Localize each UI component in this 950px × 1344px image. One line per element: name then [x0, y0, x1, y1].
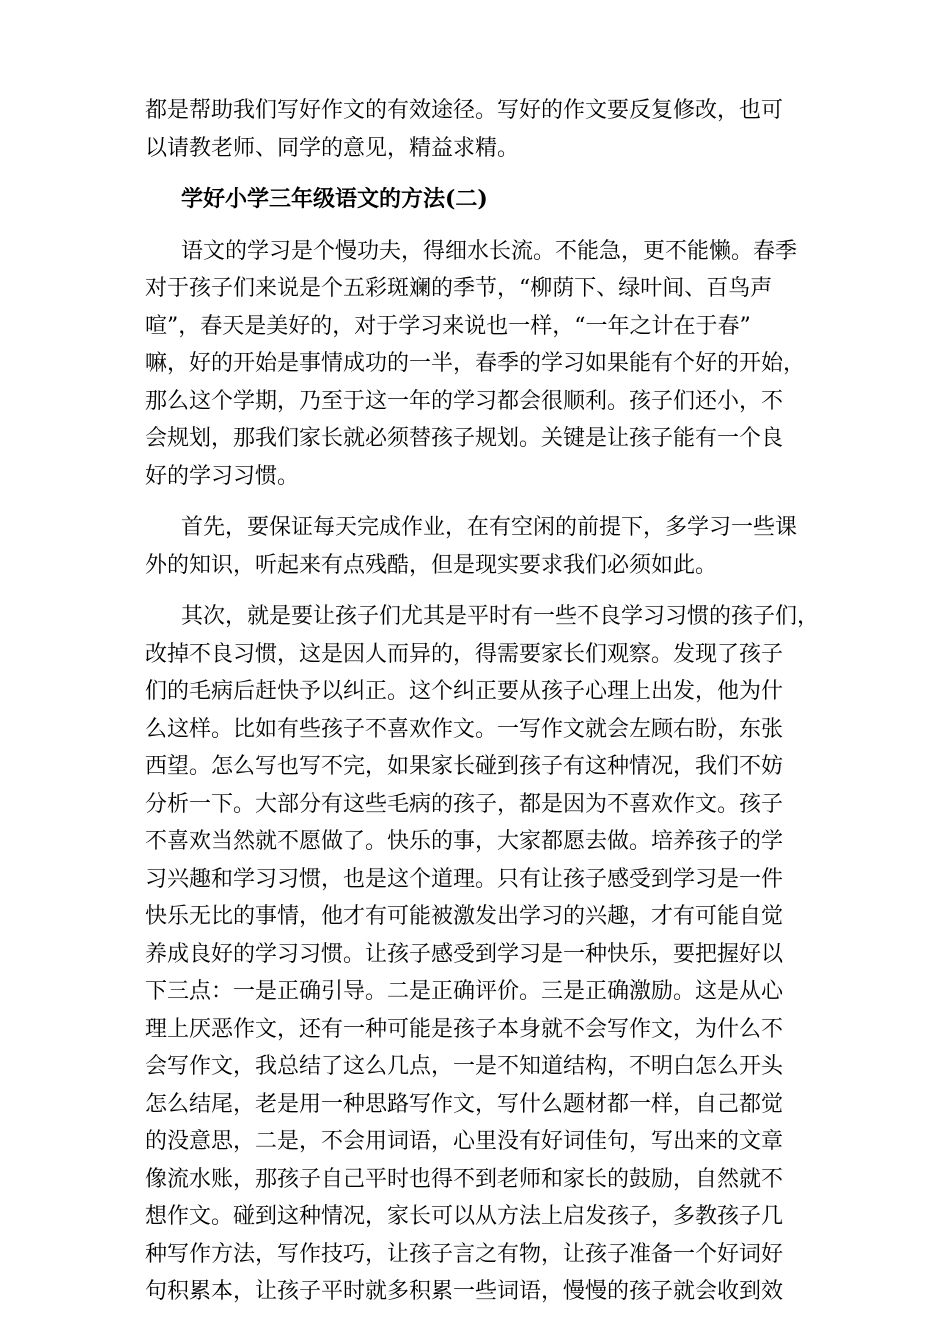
text-line: 的没意思，二是，不会用词语，心里没有好词佳句，写出来的文章: [145, 1129, 784, 1154]
paragraph-3: [145, 598, 825, 1311]
text-line: 都是帮助我们写好作文的有效途径。写好的作文要反复修改，也可: [145, 98, 784, 123]
text-line: 其次，就是要让孩子们尤其是平时有一些不良学习习惯的孩子们，: [181, 604, 820, 629]
paragraph-2: [145, 509, 825, 584]
text-line: 们的毛病后赶快予以纠正。这个纠正要从孩子心理上出发，他为什: [145, 679, 784, 704]
text-line: 种写作方法，写作技巧，让孩子言之有物，让孩子准备一个好词好: [145, 1241, 784, 1267]
text-line: 养成良好的学习习惯。让孩子感受到学习是一种快乐，要把握好以: [145, 941, 784, 967]
text-line: 语文的学习是个慢功夫，得细水长流。不能急，更不能懒。春季: [181, 238, 798, 264]
text-line: 喧”，春天是美好的，对于学习来说也一样，“一年之计在于春”: [145, 313, 751, 339]
text-line: 下三点：一是正确引导。二是正确评价。三是正确激励。这是从心: [145, 979, 784, 1004]
paragraph-1: [145, 233, 825, 496]
intro-paragraph: [145, 92, 825, 167]
text-line: 对于孩子们来说是个五彩斑斓的季节，“柳荫下、绿叶间、百鸟声: [145, 276, 773, 301]
text-line: 理上厌恶作文，还有一种可能是孩子本身就不会写作文，为什么不: [145, 1016, 784, 1042]
text-line: 习兴趣和学习习惯，也是这个道理。只有让孩子感受到学习是一件: [145, 866, 784, 892]
text-line: 怎么结尾，老是用一种思路写作文，写什么题材都一样，自己都觉: [145, 1091, 784, 1117]
document-page: [145, 92, 825, 1311]
text-line: 像流水账，那孩子自己平时也得不到老师和家长的鼓励，自然就不: [145, 1166, 784, 1192]
text-line: 分析一下。大部分有这些毛病的孩子，都是因为不喜欢作文。孩子: [145, 791, 784, 817]
text-line: 以请教老师、同学的意见，精益求精。: [145, 135, 520, 161]
text-line: 西望。怎么写也写不完，如果家长碰到孩子有这种情况，我们不妨: [145, 754, 784, 779]
text-line: 快乐无比的事情，他才有可能被激发出学习的兴趣，才有可能自觉: [145, 904, 784, 929]
text-line: 好的学习习惯。: [145, 463, 300, 489]
section-heading: 学好小学三年级语文的方法(二): [181, 186, 488, 212]
text-line: 嘛，好的开始是事情成功的一半，春季的学习如果能有个好的开始，: [145, 351, 806, 376]
text-line: 想作文。碰到这种情况，家长可以从方法上启发孩子，多教孩子几: [145, 1204, 784, 1229]
text-line: 句积累本，让孩子平时就多积累一些词语，慢慢的孩子就会收到效: [145, 1279, 784, 1304]
text-line: 么这样。比如有些孩子不喜欢作文。一写作文就会左顾右盼，东张: [145, 716, 784, 742]
text-line: 首先，要保证每天完成作业，在有空闲的前提下，多学习一些课: [181, 515, 798, 540]
text-line: 会写作文，我总结了这么几点，一是不知道结构，不明白怎么开头: [145, 1054, 784, 1079]
text-line: 那么这个学期，乃至于这一年的学习都会很顺利。孩子们还小，不: [145, 388, 784, 414]
text-line: 外的知识，听起来有点残酷，但是现实要求我们必须如此。: [145, 552, 718, 578]
text-line: 不喜欢当然就不愿做了。快乐的事，大家都愿去做。培养孩子的学: [145, 829, 784, 854]
text-line: 改掉不良习惯，这是因人而异的，得需要家长们观察。发现了孩子: [145, 641, 784, 667]
text-line: 会规划，那我们家长就必须替孩子规划。关键是让孩子能有一个良: [145, 426, 784, 451]
